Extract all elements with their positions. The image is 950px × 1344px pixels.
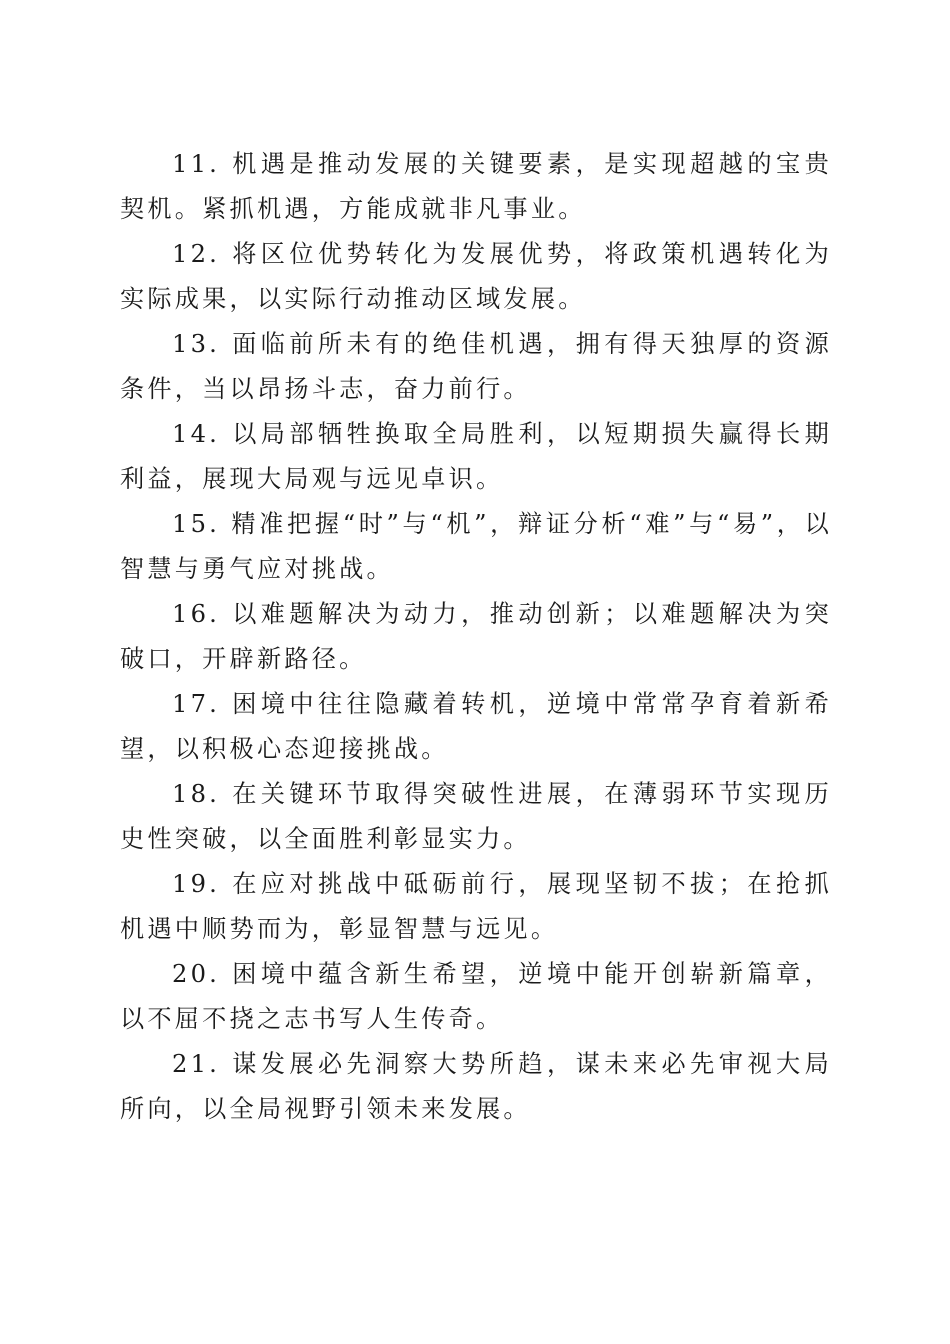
paragraph-18: 18. 在关键环节取得突破性进展，在薄弱环节实现历史性突破，以全面胜利彰显实力。 (120, 780, 832, 853)
paragraph-19: 19. 在应对挑战中砥砺前行，展现坚韧不拔；在抢抓机遇中顺势而为，彰显智慧与远见。 (120, 870, 832, 943)
paragraph-15: 15. 精准把握“时”与“机”，辩证分析“难”与“易”，以智慧与勇气应对挑战。 (120, 510, 832, 583)
paragraph-21: 21. 谋发展必先洞察大势所趋，谋未来必先审视大局所向，以全局视野引领未来发展。 (120, 1050, 832, 1123)
document-body (120, 142, 832, 1132)
paragraph-17: 17. 困境中往往隐藏着转机，逆境中常常孕育着新希望，以积极心态迎接挑战。 (120, 690, 832, 763)
paragraph-13: 13. 面临前所未有的绝佳机遇，拥有得天独厚的资源条件，当以昂扬斗志，奋力前行。 (120, 330, 832, 403)
paragraph-16: 16. 以难题解决为动力，推动创新；以难题解决为突破口，开辟新路径。 (120, 600, 832, 673)
paragraph-14: 14. 以局部牺牲换取全局胜利，以短期损失赢得长期利益，展现大局观与远见卓识。 (120, 420, 832, 493)
paragraph-11: 11. 机遇是推动发展的关键要素，是实现超越的宝贵契机。紧抓机遇，方能成就非凡事业。 (120, 150, 832, 223)
paragraph-20: 20. 困境中蕴含新生希望，逆境中能开创崭新篇章，以不屈不挠之志书写人生传奇。 (120, 960, 832, 1033)
paragraph-12: 12. 将区位优势转化为发展优势，将政策机遇转化为实际成果，以实际行动推动区域发展。 (120, 240, 832, 313)
